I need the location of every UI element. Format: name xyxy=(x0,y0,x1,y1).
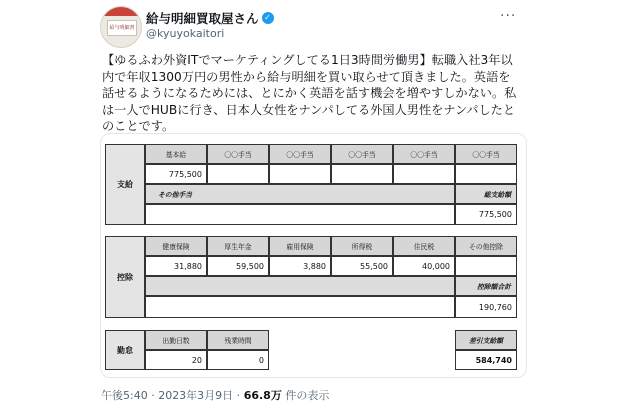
payment-value-2 xyxy=(269,164,331,184)
deduction-header-4: 住民税 xyxy=(393,236,455,256)
deduction-value-3: 55,500 xyxy=(331,256,393,276)
deduction-header-0: 健康保険 xyxy=(145,236,207,256)
handle[interactable]: @kyuyokaitori xyxy=(146,27,225,40)
attendance-value-1: 0 xyxy=(207,350,269,370)
view-count-suffix: 件の表示 xyxy=(281,389,330,402)
avatar[interactable] xyxy=(100,6,142,48)
payment-header-5: 〇〇手当 xyxy=(455,144,517,164)
payment-section-label: 支給 xyxy=(105,144,145,225)
tweet-timestamp[interactable]: 午後5:40 · 2023年3月9日 · xyxy=(101,389,244,402)
deduction-header-3: 所得税 xyxy=(331,236,393,256)
more-icon[interactable]: ··· xyxy=(500,8,517,24)
view-count[interactable]: 66.8万 xyxy=(243,389,282,402)
payment-header-0: 基本給 xyxy=(145,144,207,164)
deduction-value-0: 31,880 xyxy=(145,256,207,276)
deduction-header-1: 厚生年金 xyxy=(207,236,269,256)
deduction-header-5: その他控除 xyxy=(455,236,517,256)
payment-other-label: その他手当 xyxy=(145,184,455,204)
payment-value-3 xyxy=(331,164,393,184)
net-pay-label: 差引支給額 xyxy=(455,330,517,350)
display-name[interactable] xyxy=(146,9,274,27)
deduction-header-2: 雇用保険 xyxy=(269,236,331,256)
deduction-gray-row xyxy=(145,276,455,296)
deduction-value-2: 3,880 xyxy=(269,256,331,276)
deduction-value-4: 40,000 xyxy=(393,256,455,276)
attendance-header-0: 出勤日数 xyxy=(145,330,207,350)
attendance-value-0: 20 xyxy=(145,350,207,370)
payment-value-0: 775,500 xyxy=(145,164,207,184)
payment-total-value: 775,500 xyxy=(455,204,517,225)
display-name-text: 給与明細買取屋さん xyxy=(146,11,259,26)
deduction-value-1: 59,500 xyxy=(207,256,269,276)
payment-header-3: 〇〇手当 xyxy=(331,144,393,164)
payment-other-blank xyxy=(145,204,455,225)
deduction-total-value: 190,760 xyxy=(455,296,517,318)
verified-badge-icon: ✓ xyxy=(262,12,274,24)
tweet-meta xyxy=(101,387,329,403)
payment-total-label: 総支給額 xyxy=(455,184,517,204)
tweet-text: 【ゆるふわ外資ITでマーケティングしてる1日3時間労働男】転職入社3年以内で年収1300万円の男性から給与明細を買い取らせて頂きました。英語を話せるようになるためには、とにかく英語を話す機会を増やすしかない。私は一人でHUBに行き、日本人女性をナンパしてる外国人男性をナンパしたとのことです。 xyxy=(102,53,517,133)
tweet-image-payslip[interactable] xyxy=(100,133,527,378)
deduction-section-label: 控除 xyxy=(105,236,145,318)
payment-value-1 xyxy=(207,164,269,184)
attendance-header-1: 残業時間 xyxy=(207,330,269,350)
net-pay-value: 584,740 xyxy=(455,350,517,370)
payment-header-1: 〇〇手当 xyxy=(207,144,269,164)
deduction-value-5 xyxy=(455,256,517,276)
payment-header-4: 〇〇手当 xyxy=(393,144,455,164)
payment-value-4 xyxy=(393,164,455,184)
deduction-total-label: 控除額合計 xyxy=(455,276,517,296)
deduction-blank-row xyxy=(145,296,455,318)
payment-header-2: 〇〇手当 xyxy=(269,144,331,164)
avatar-card: 給与明細書 xyxy=(107,20,137,36)
payment-value-5 xyxy=(455,164,517,184)
attendance-section-label: 勤怠 xyxy=(105,330,145,370)
avatar-stripe xyxy=(101,7,141,16)
